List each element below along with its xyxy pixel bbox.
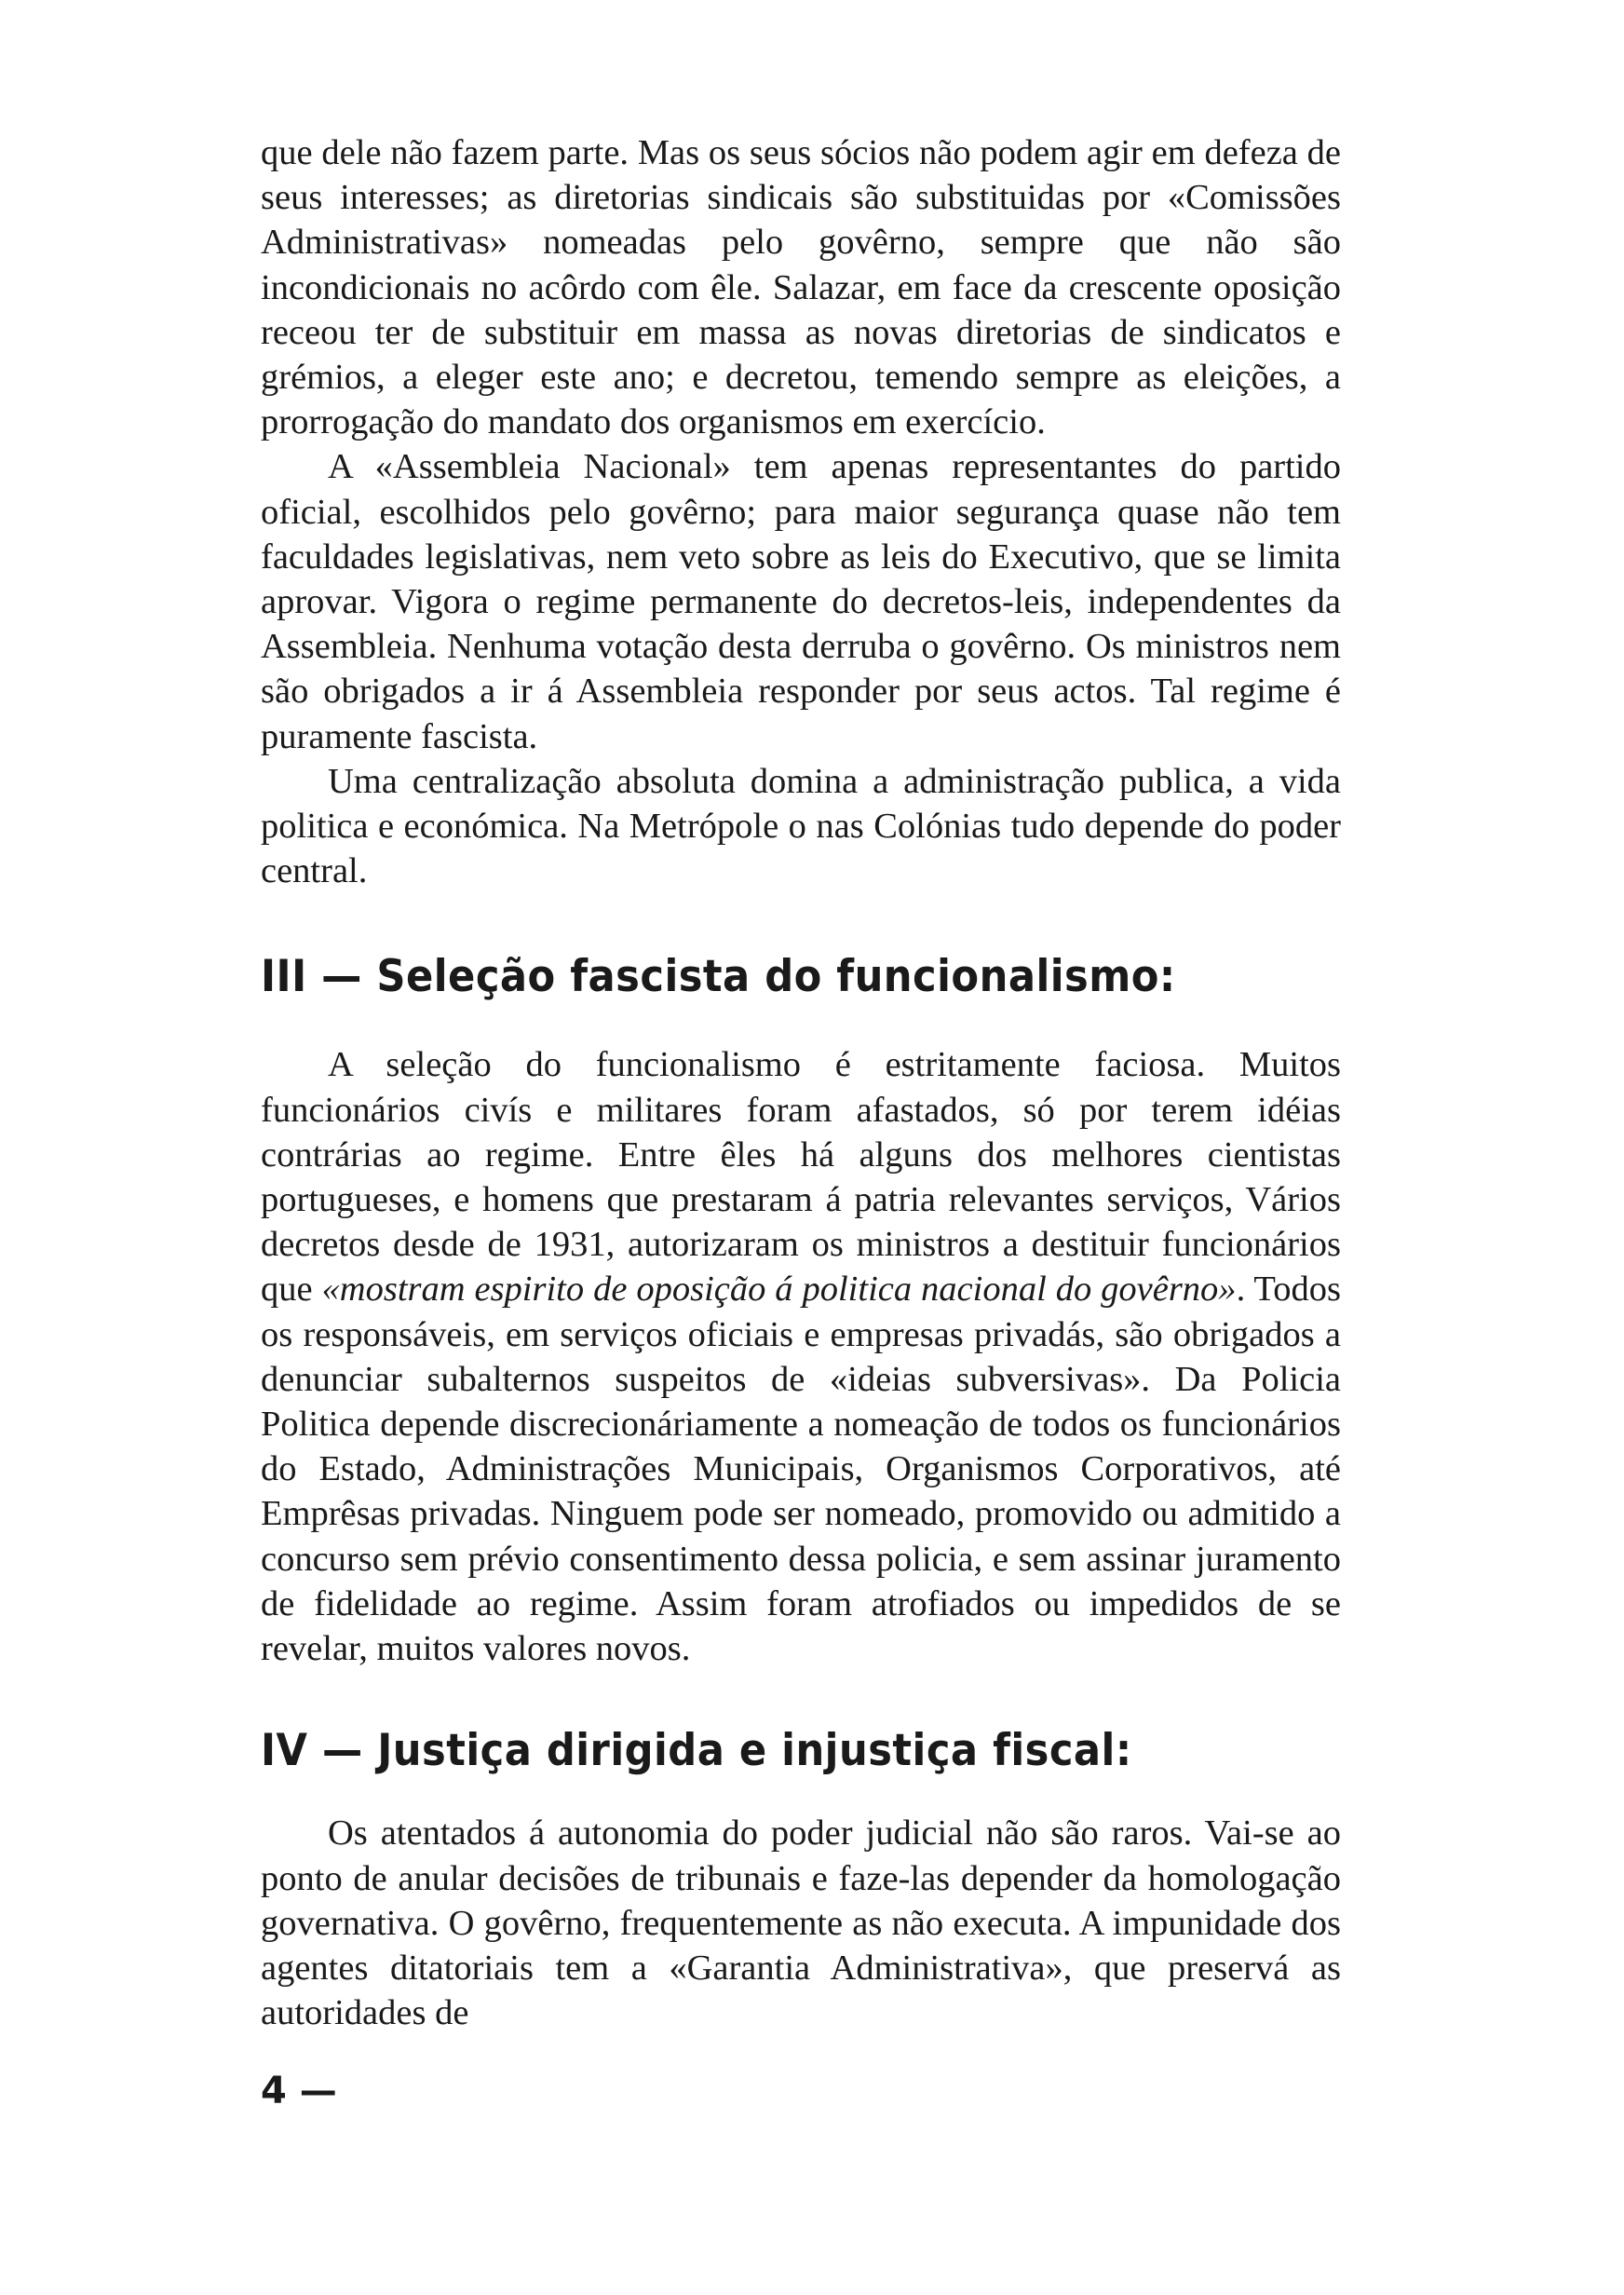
section-heading-iii: III — Seleção fascista do funcionalismo: xyxy=(261,951,1176,1003)
section-heading-iv: IV — Justiça dirigida e injustiça fiscal: xyxy=(261,1725,1132,1777)
page-body xyxy=(261,130,1341,2035)
paragraph-centralizacao: Uma centralização absoluta domina a administração publica, a vida politica e económica. Na Metrópole o nas Colónias tudo depende do poder central. xyxy=(261,761,1341,891)
paragraph-funcionalismo-part1: A seleção do funcionalismo é estritamente faciosa. Muitos funcionários civís e militares foram afastados, só por terem idéias contrárias ao regime. Entre êles há alguns dos melhores cientistas portugueses, e homens que prestaram á patria relevantes serviços, Vários decretos desde de 1931, autorizaram os ministros a destituir funcionários que xyxy=(261,1045,1341,1310)
paragraph-sindicatos: que dele não fazem parte. Mas os seus sócios não podem agir em defeza de seus interesses; as diretorias sindicais são substituidas por «Comissões Administrativas» nomeadas pelo govêrno, sempre que não são incondicionais no acôrdo com êle. Salazar, em face da crescente oposição receou ter de substituir em massa as novas diretorias de sindicatos e grémios, a eleger este ano; e decretou, temendo sempre as eleições, a prorrogação do mandato dos organismos em exercício. xyxy=(261,133,1341,442)
paragraph-funcionalismo xyxy=(261,1042,1341,1671)
paragraph-assembleia: A «Assembleia Nacional» tem apenas representantes do partido oficial, escolhidos pelo govêrno; para maior segurança quase não tem faculdades legislativas, nem veto sobre as leis do Executivo, que se limita aprovar. Vigora o regime permanente do decretos-leis, independentes da Assembleia. Nenhuma votação desta derruba o govêrno. Os ministros nem são obrigados a ir á Assembleia responder por seus actos. Tal regime é puramente fascista. xyxy=(261,447,1341,756)
paragraph-funcionalismo-quote: «mostram espirito de oposição á politica nacional do govêrno» xyxy=(321,1270,1237,1310)
paragraph-funcionalismo-part2: . Todos os responsáveis, em serviços oficiais e empresas privadás, são obrigados a denunciar subalternos suspeitos de «ideias subversivas». Da Policia Politica depende discrecionáriamente a nomeação de todos os funcionários do Estado, Administrações Municipais, Organismos Corporativos, até Emprêsas privadas. Ninguem pode ser nomeado, promovido ou admitido a concurso sem prévio consentimento dessa policia, e sem assinar juramento de fidelidade ao regime. Assim foram atrofiados ou impedidos de se revelar, muitos valores novos. xyxy=(261,1270,1341,1669)
paragraph-justica: Os atentados á autonomia do poder judicial não são raros. Vai-se ao ponto de anular decisões de tribunais e faze-las depender da homologação governativa. O govêrno, frequentemente as não executa. A impunidade dos agentes ditatoriais tem a «Garantia Administrativa», que preservá as autoridades de xyxy=(261,1813,1341,2033)
page-number: 4 — xyxy=(261,2070,337,2112)
